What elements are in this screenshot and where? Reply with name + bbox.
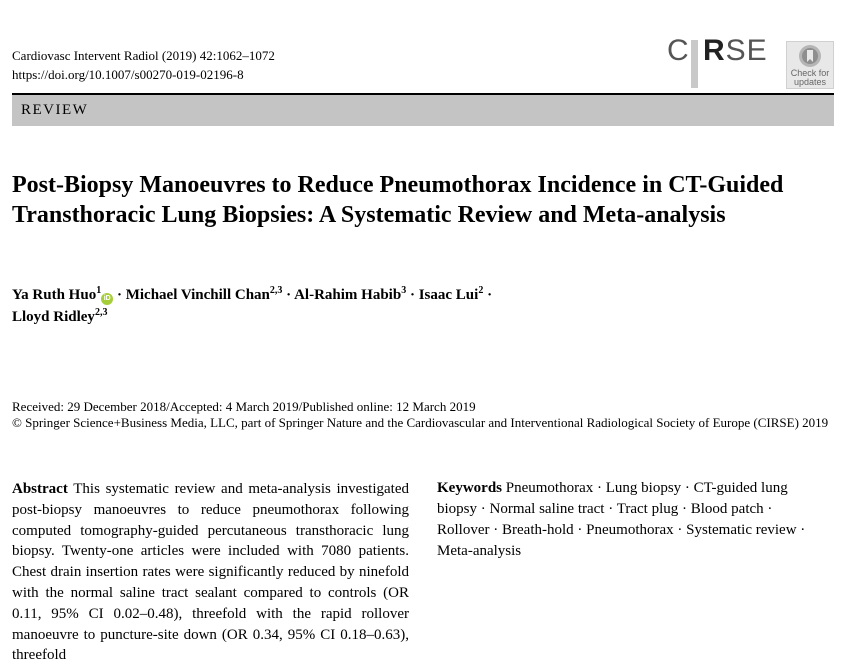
accepted-date: Accepted: 4 March 2019 [169, 399, 299, 414]
author-list: Ya Ruth Huo$^1$iD · Michael Vinchill Chan$^{2,3}$ · Al-Rahim Habib$^3$ · Isaac Lui$^2$ · Lloyd Ridley$^{2,3}$ [12, 285, 493, 325]
abstract-heading: Abstract [12, 481, 68, 497]
copyright-notice: © Springer Science+Business Media, LLC, part of Springer Nature and the Cardiovascular and Interventional Radiological Society of Europe (CIRSE) 2019 [12, 415, 829, 430]
keywords [437, 478, 812, 562]
keyword-item: CT-guided lung biopsy [437, 480, 788, 517]
keyword-item: Rollover [437, 522, 490, 538]
keyword-item: Meta-analysis [437, 543, 522, 559]
logo-letters-rse: RSE [703, 34, 768, 67]
author-name[interactable]: Ya Ruth Huo [12, 287, 97, 303]
orcid-icon[interactable]: iD [101, 293, 113, 305]
published-date: Published online: 12 March 2019 [302, 399, 476, 414]
author-affiliation: 1 [96, 285, 102, 296]
journal-citation: Cardiovasc Intervent Radiol (2019) 42:1062–1072 [12, 48, 275, 63]
author-affiliation: 2 [478, 285, 484, 296]
author-affiliation: 2,3 [94, 307, 108, 318]
author-name[interactable]: Michael Vinchill Chan [125, 287, 270, 303]
keyword-item: Pneumothorax [586, 522, 674, 538]
abstract-text: This systematic review and meta-analysis investigated post-biopsy manoeuvres to reduce pneumothorax following computed tomography-guided percutaneous transthoracic lung biopsy. Twenty-one articles were included with 7080 patients. Chest drain insertion rates were significantly reduced by ninefold with the normal saline tract sealant compared to controls (OR 0.11, 95% CI 0.02–0.48), threefold with the rapid rollover manoeuvre to puncture-site down (OR 0.34, 95% CI 0.18–0.63), threefold [12, 481, 409, 664]
check-updates-line1: Check for [790, 68, 830, 78]
journal-info [12, 46, 275, 84]
keyword-item: Tract plug [616, 501, 679, 517]
keyword-item: Pneumothorax [505, 480, 594, 496]
keyword-item: Breath-hold [502, 522, 574, 538]
keyword-item: Blood patch [690, 501, 764, 517]
logo-letter-c: C [667, 34, 690, 67]
cirse-logo [667, 34, 767, 90]
check-updates-line2: updates [793, 77, 827, 87]
keyword-list: Pneumothorax · Lung biopsy · CT-guided lung biopsy · Normal saline tract · Tract plug · Blood patch · Rollover · Breath-hold · Pneumothorax · Systematic review · Meta-analysis [437, 480, 806, 559]
publication-dates: Received: 29 December 2018/Accepted: 4 March 2019/Published online: 12 March 2019 © Springer Science+Business Media, LLC, part of Springer Nature and the Cardiovascular and Interventional Radiological Society of Europe (CIRSE) 2019 [12, 399, 834, 431]
bookmark-circle-icon [797, 44, 823, 68]
section-banner [12, 95, 834, 126]
keywords-heading: Keywords [437, 480, 502, 496]
keyword-item: Lung biopsy [605, 480, 682, 496]
doi-link[interactable]: https://doi.org/10.1007/s00270-019-02196-8 [12, 67, 244, 82]
author-name[interactable]: Al-Rahim Habib [294, 287, 402, 303]
keyword-item: Systematic review [686, 522, 797, 538]
article-title: Post-Biopsy Manoeuvres to Reduce Pneumothorax Incidence in CT-Guided Transthoracic Lung Biopsies: A Systematic Review and Meta-analysis [12, 172, 784, 228]
author-name[interactable]: Isaac Lui [418, 287, 479, 303]
section-label: REVIEW [21, 102, 89, 118]
check-for-updates-badge[interactable] [786, 41, 834, 89]
author-affiliation: 2,3 [269, 285, 283, 296]
author-name[interactable]: Lloyd Ridley [12, 309, 95, 325]
keyword-item: Normal saline tract [489, 501, 605, 517]
abstract [12, 479, 409, 666]
logo-bar [691, 40, 698, 88]
received-date: Received: 29 December 2018 [12, 399, 167, 414]
author-affiliation: 3 [401, 285, 407, 296]
